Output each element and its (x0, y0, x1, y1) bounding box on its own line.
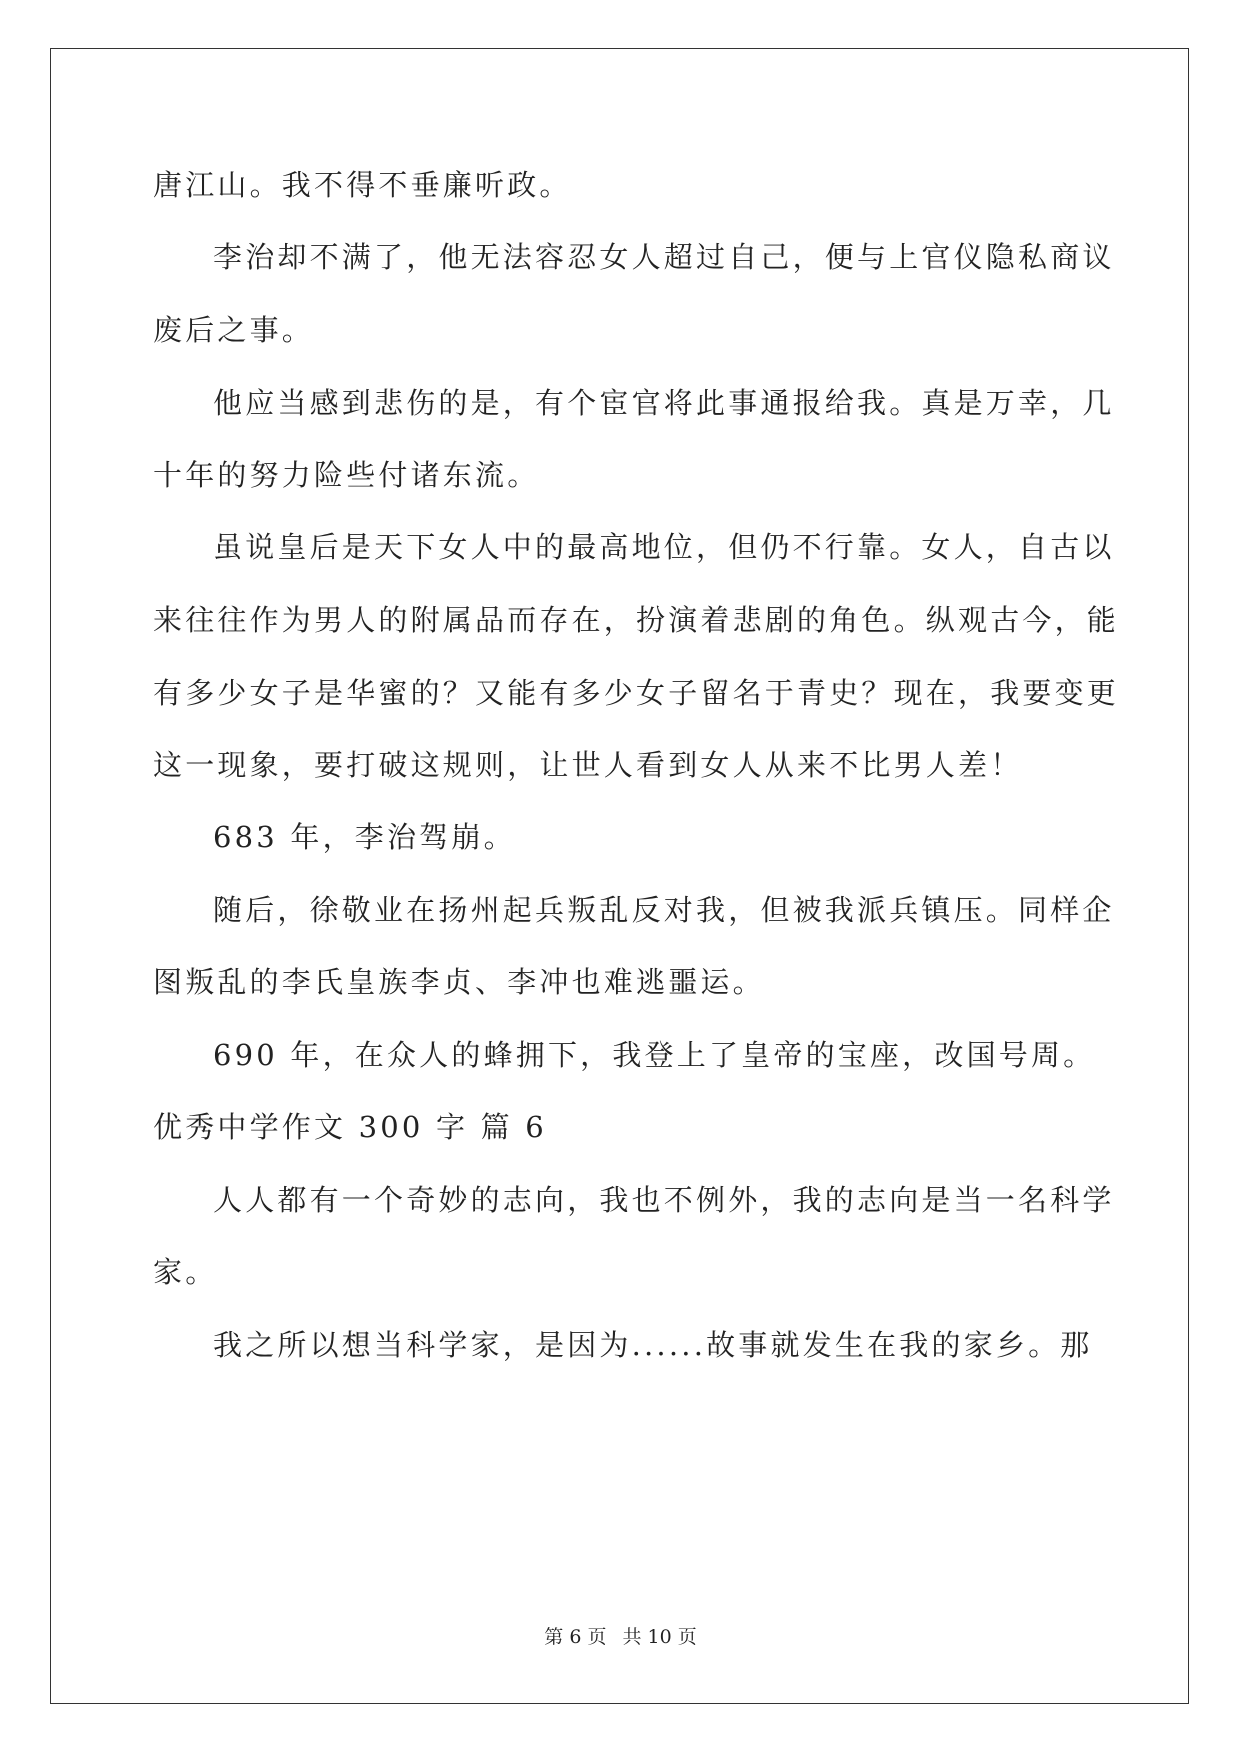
paragraph-line: 随后，徐敬业在扬州起兵叛乱反对我，但被我派兵镇压。同样企 (213, 893, 1115, 927)
section-heading: 优秀中学作文 300 字 篇 6 (153, 1110, 547, 1144)
text-line: 废后之事。 (153, 313, 315, 347)
text-line: 家。 (153, 1255, 218, 1289)
text-line: 十年的努力险些付诸东流。 (153, 458, 540, 492)
text-line: 这一现象，要打破这规则，让世人看到女人从来不比男人差！ (153, 748, 1023, 782)
paragraph-line: 690 年，在众人的蜂拥下，我登上了皇帝的宝座，改国号周。 (213, 1038, 1096, 1072)
page-footer (0, 1622, 1241, 1649)
page-total: 共 10 页 (622, 1626, 697, 1648)
paragraph-line: 我之所以想当科学家，是因为......故事就发生在我的家乡。那 (213, 1328, 1093, 1362)
page-border (50, 48, 1189, 1704)
paragraph-line: 他应当感到悲伤的是，有个宦官将此事通报给我。真是万幸，几 (213, 386, 1115, 420)
paragraph-line: 李治却不满了，他无法容忍女人超过自己，便与上官仪隐私商议 (213, 240, 1115, 274)
text-line: 唐江山。我不得不垂廉听政。 (153, 168, 572, 202)
paragraph-line: 人人都有一个奇妙的志向，我也不例外，我的志向是当一名科学 (213, 1183, 1115, 1217)
paragraph-line: 683 年，李治驾崩。 (213, 820, 516, 854)
text-line: 有多少女子是华蜜的？又能有多少女子留名于青史？现在，我要变更 (153, 676, 1120, 710)
page-number: 第 6 页 (544, 1626, 607, 1648)
text-line: 来往往作为男人的附属品而存在，扮演着悲剧的角色。纵观古今，能 (153, 603, 1120, 637)
text-line: 图叛乱的李氏皇族李贞、李冲也难逃噩运。 (153, 965, 765, 999)
paragraph-line: 虽说皇后是天下女人中的最高地位，但仍不行靠。女人，自古以 (213, 530, 1115, 564)
